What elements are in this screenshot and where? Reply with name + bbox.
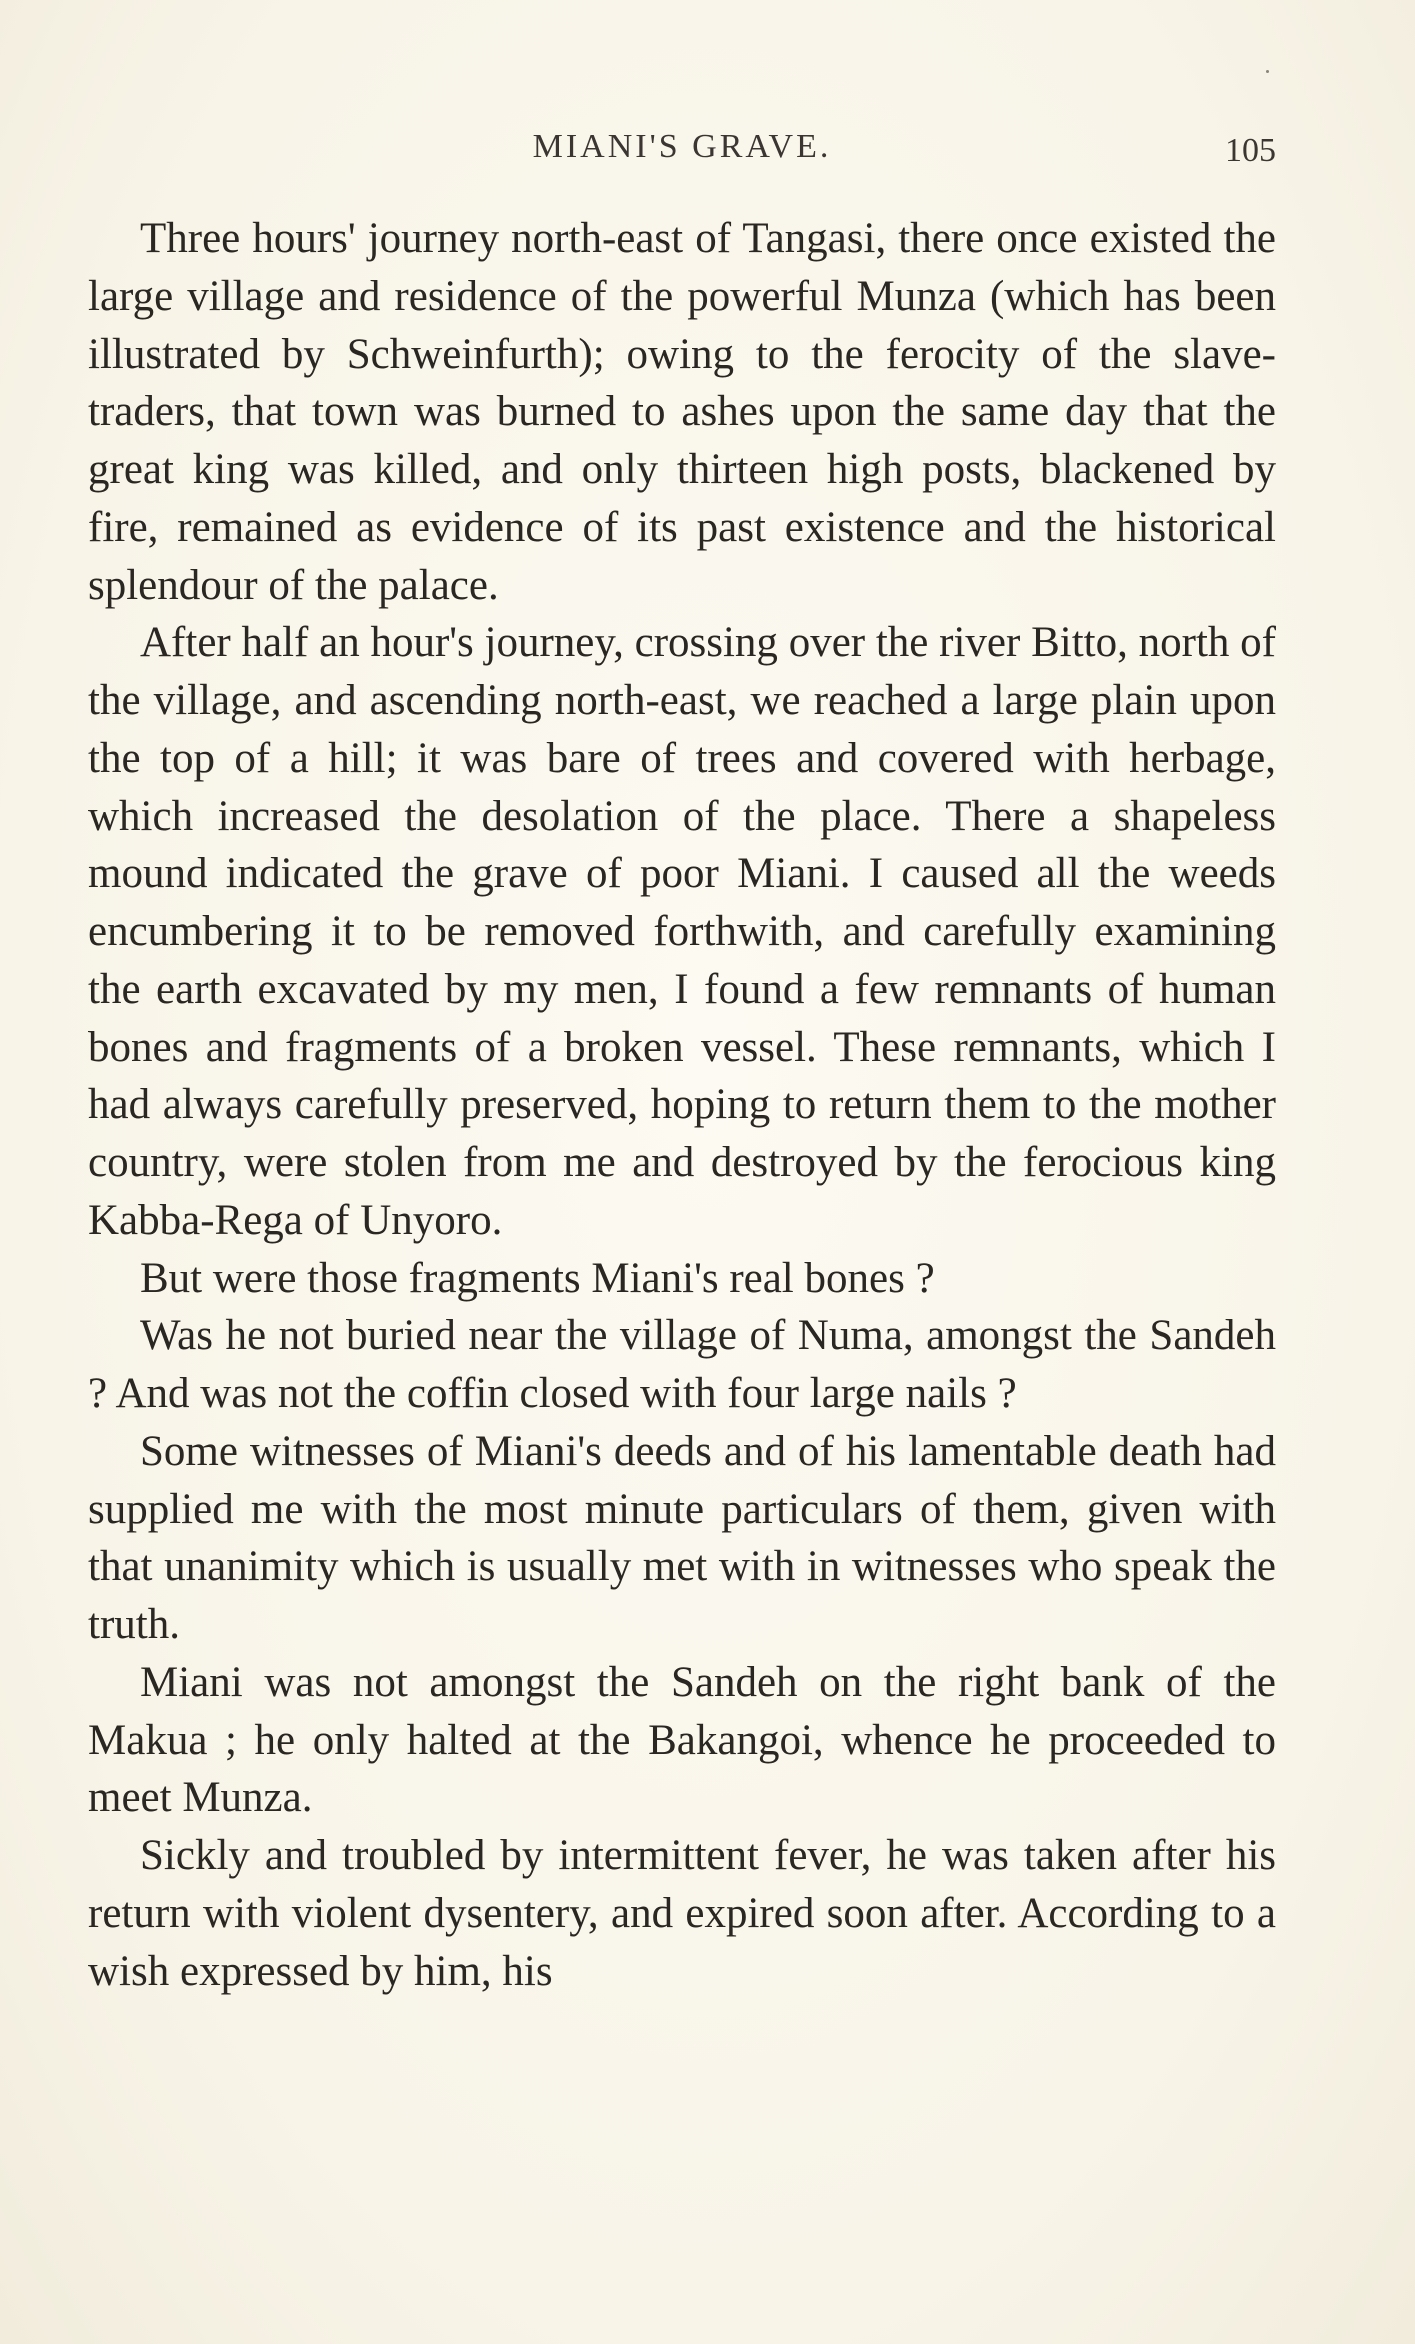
body-text (88, 210, 1276, 2000)
page-number: 105 (1225, 132, 1276, 169)
paragraph: Miani was not amongst the Sandeh on the right bank of the Makua ; he only halted at the Bakangoi, whence he proceeded to meet Munza. (88, 1658, 1276, 1822)
paragraph: Some witnesses of Miani's deeds and of his lamentable death had supplied me with the most minute particulars of them, given with that unanimity which is usually met with in witnesses who speak the truth. (88, 1427, 1276, 1648)
page-speck (1266, 70, 1269, 73)
paragraph: Was he not buried near the village of Numa, amongst the Sandeh ? And was not the coffin closed with four large nails ? (88, 1312, 1276, 1417)
paragraph: After half an hour's journey, crossing over the river Bitto, north of the village, and ascending north-east, we reached a large plain upon the top of a hill; it was bare of trees and covered with herbage, which increased the desolation of the place. There a shapeless mound indicated the grave of poor Miani. I caused all the weeds encumbering it to be removed forthwith, and carefully examining the earth excavated by my men, I found a few remnants of human bones and fragments of a broken vessel. These remnants, which I had always carefully preserved, hoping to return them to the mother country, were stolen from me and destroyed by the ferocious king Kabba-Rega of Unyoro. (88, 619, 1276, 1244)
running-title: MIANI'S GRAVE. (532, 128, 832, 165)
paragraph: Three hours' journey north-east of Tangasi, there once existed the large village and residence of the powerful Munza (which has been illustrated by Schweinfurth); owing to the ferocity of the slave-traders, that town was burned to ashes upon the same day that the great king was killed, and only thirteen high posts, blackened by fire, remained as evidence of its past existence and the historical splendour of the palace. (88, 215, 1276, 609)
running-head (88, 128, 1276, 168)
paragraph: But were those fragments Miani's real bones ? (140, 1254, 935, 1302)
paragraph: Sickly and troubled by intermittent fever, he was taken after his return with violent dysentery, and expired soon after. According to a wish expressed by him, his (88, 1832, 1276, 1995)
